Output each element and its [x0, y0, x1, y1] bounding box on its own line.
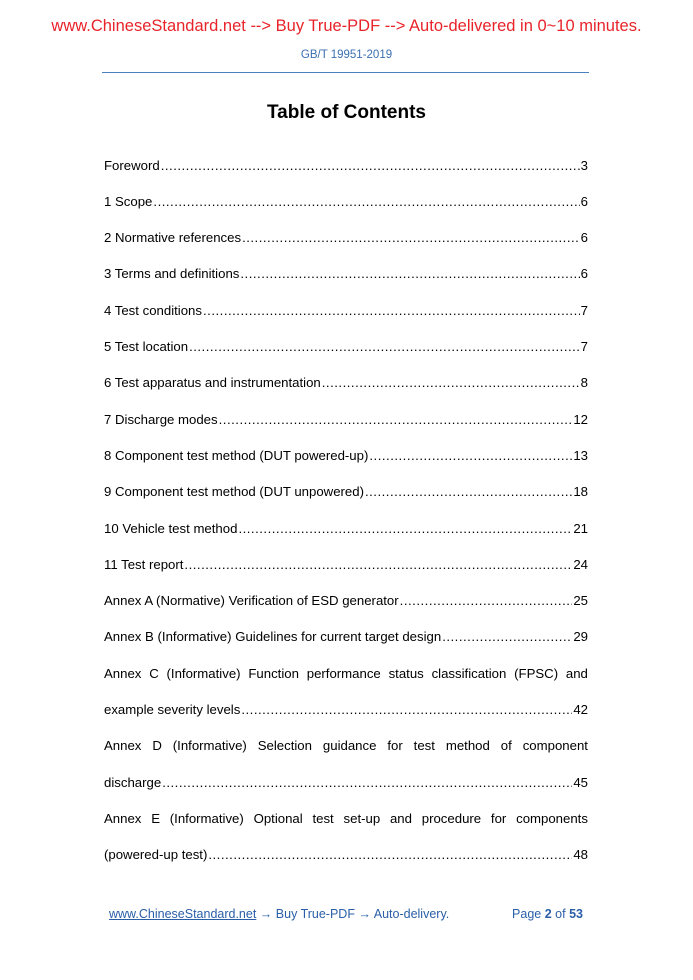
- page-indicator: [512, 907, 583, 921]
- standard-code-header: GB/T 19951-2019: [300, 49, 393, 61]
- toc-entry-annex-d-line2[interactable]: discharge ..... 45: [104, 764, 588, 800]
- table-of-contents: [104, 147, 588, 873]
- toc-entry-normative-references[interactable]: 2 Normative references ..... 6: [104, 220, 588, 256]
- toc-entry-component-powered[interactable]: 8 Component test method (DUT powered-up) ..... 13: [104, 437, 588, 473]
- toc-entry-annex-c-line1[interactable]: Annex C (Informative) Function performance status classification (FPSC) and: [104, 665, 588, 681]
- toc-entry-annex-e-line2[interactable]: (powered-up test) ..... 48: [104, 837, 588, 873]
- toc-entry-component-unpowered[interactable]: 9 Component test method (DUT unpowered) ..... 18: [104, 474, 588, 510]
- toc-entry-discharge-modes[interactable]: 7 Discharge modes ..... 12: [104, 401, 588, 437]
- toc-entry-vehicle-test[interactable]: 10 Vehicle test method ..... 21: [104, 510, 588, 546]
- toc-entry-test-location[interactable]: 5 Test location ..... 7: [104, 328, 588, 364]
- footer-buy-text: Buy True-PDF: [275, 907, 355, 921]
- current-page-number: 2: [544, 907, 552, 921]
- toc-entry-terms-definitions[interactable]: 3 Terms and definitions ..... 6: [104, 256, 588, 292]
- arrow-right-icon: →: [358, 907, 371, 921]
- toc-entry-scope[interactable]: 1 Scope ..... 6: [104, 183, 588, 219]
- total-pages: 53: [569, 907, 583, 921]
- page-title: Table of Contents: [266, 102, 427, 123]
- toc-entry-annex-a[interactable]: Annex A (Normative) Verification of ESD generator ..... 25: [104, 583, 588, 619]
- page-footer: [109, 907, 589, 921]
- toc-entry-annex-c-line2[interactable]: example severity levels ..... 42: [104, 691, 588, 727]
- footer-delivery-text: Auto-delivery.: [373, 907, 450, 921]
- toc-entry-test-report[interactable]: 11 Test report ..... 24: [104, 546, 588, 582]
- header-divider: [102, 72, 589, 73]
- footer-site-link[interactable]: www.ChineseStandard.net: [109, 907, 257, 921]
- page-label: Page: [512, 907, 542, 921]
- toc-entry-test-apparatus[interactable]: 6 Test apparatus and instrumentation ..... 8: [104, 365, 588, 401]
- toc-entry-annex-d-line1[interactable]: Annex D (Informative) Selection guidance for test method of component: [104, 738, 588, 754]
- of-label: of: [555, 907, 566, 921]
- toc-entry-annex-e-line1[interactable]: Annex E (Informative) Optional test set-up and procedure for components: [104, 810, 588, 826]
- toc-entry-annex-b[interactable]: Annex B (Informative) Guidelines for current target design ..... 29: [104, 619, 588, 655]
- promo-banner[interactable]: www.ChineseStandard.net --> Buy True-PDF --> Auto-delivered in 0~10 minutes.: [51, 17, 642, 35]
- arrow-right-icon: →: [259, 907, 273, 921]
- toc-entry-test-conditions[interactable]: 4 Test conditions ..... 7: [104, 292, 588, 328]
- toc-entry-foreword[interactable]: Foreword ..... 3: [104, 147, 588, 183]
